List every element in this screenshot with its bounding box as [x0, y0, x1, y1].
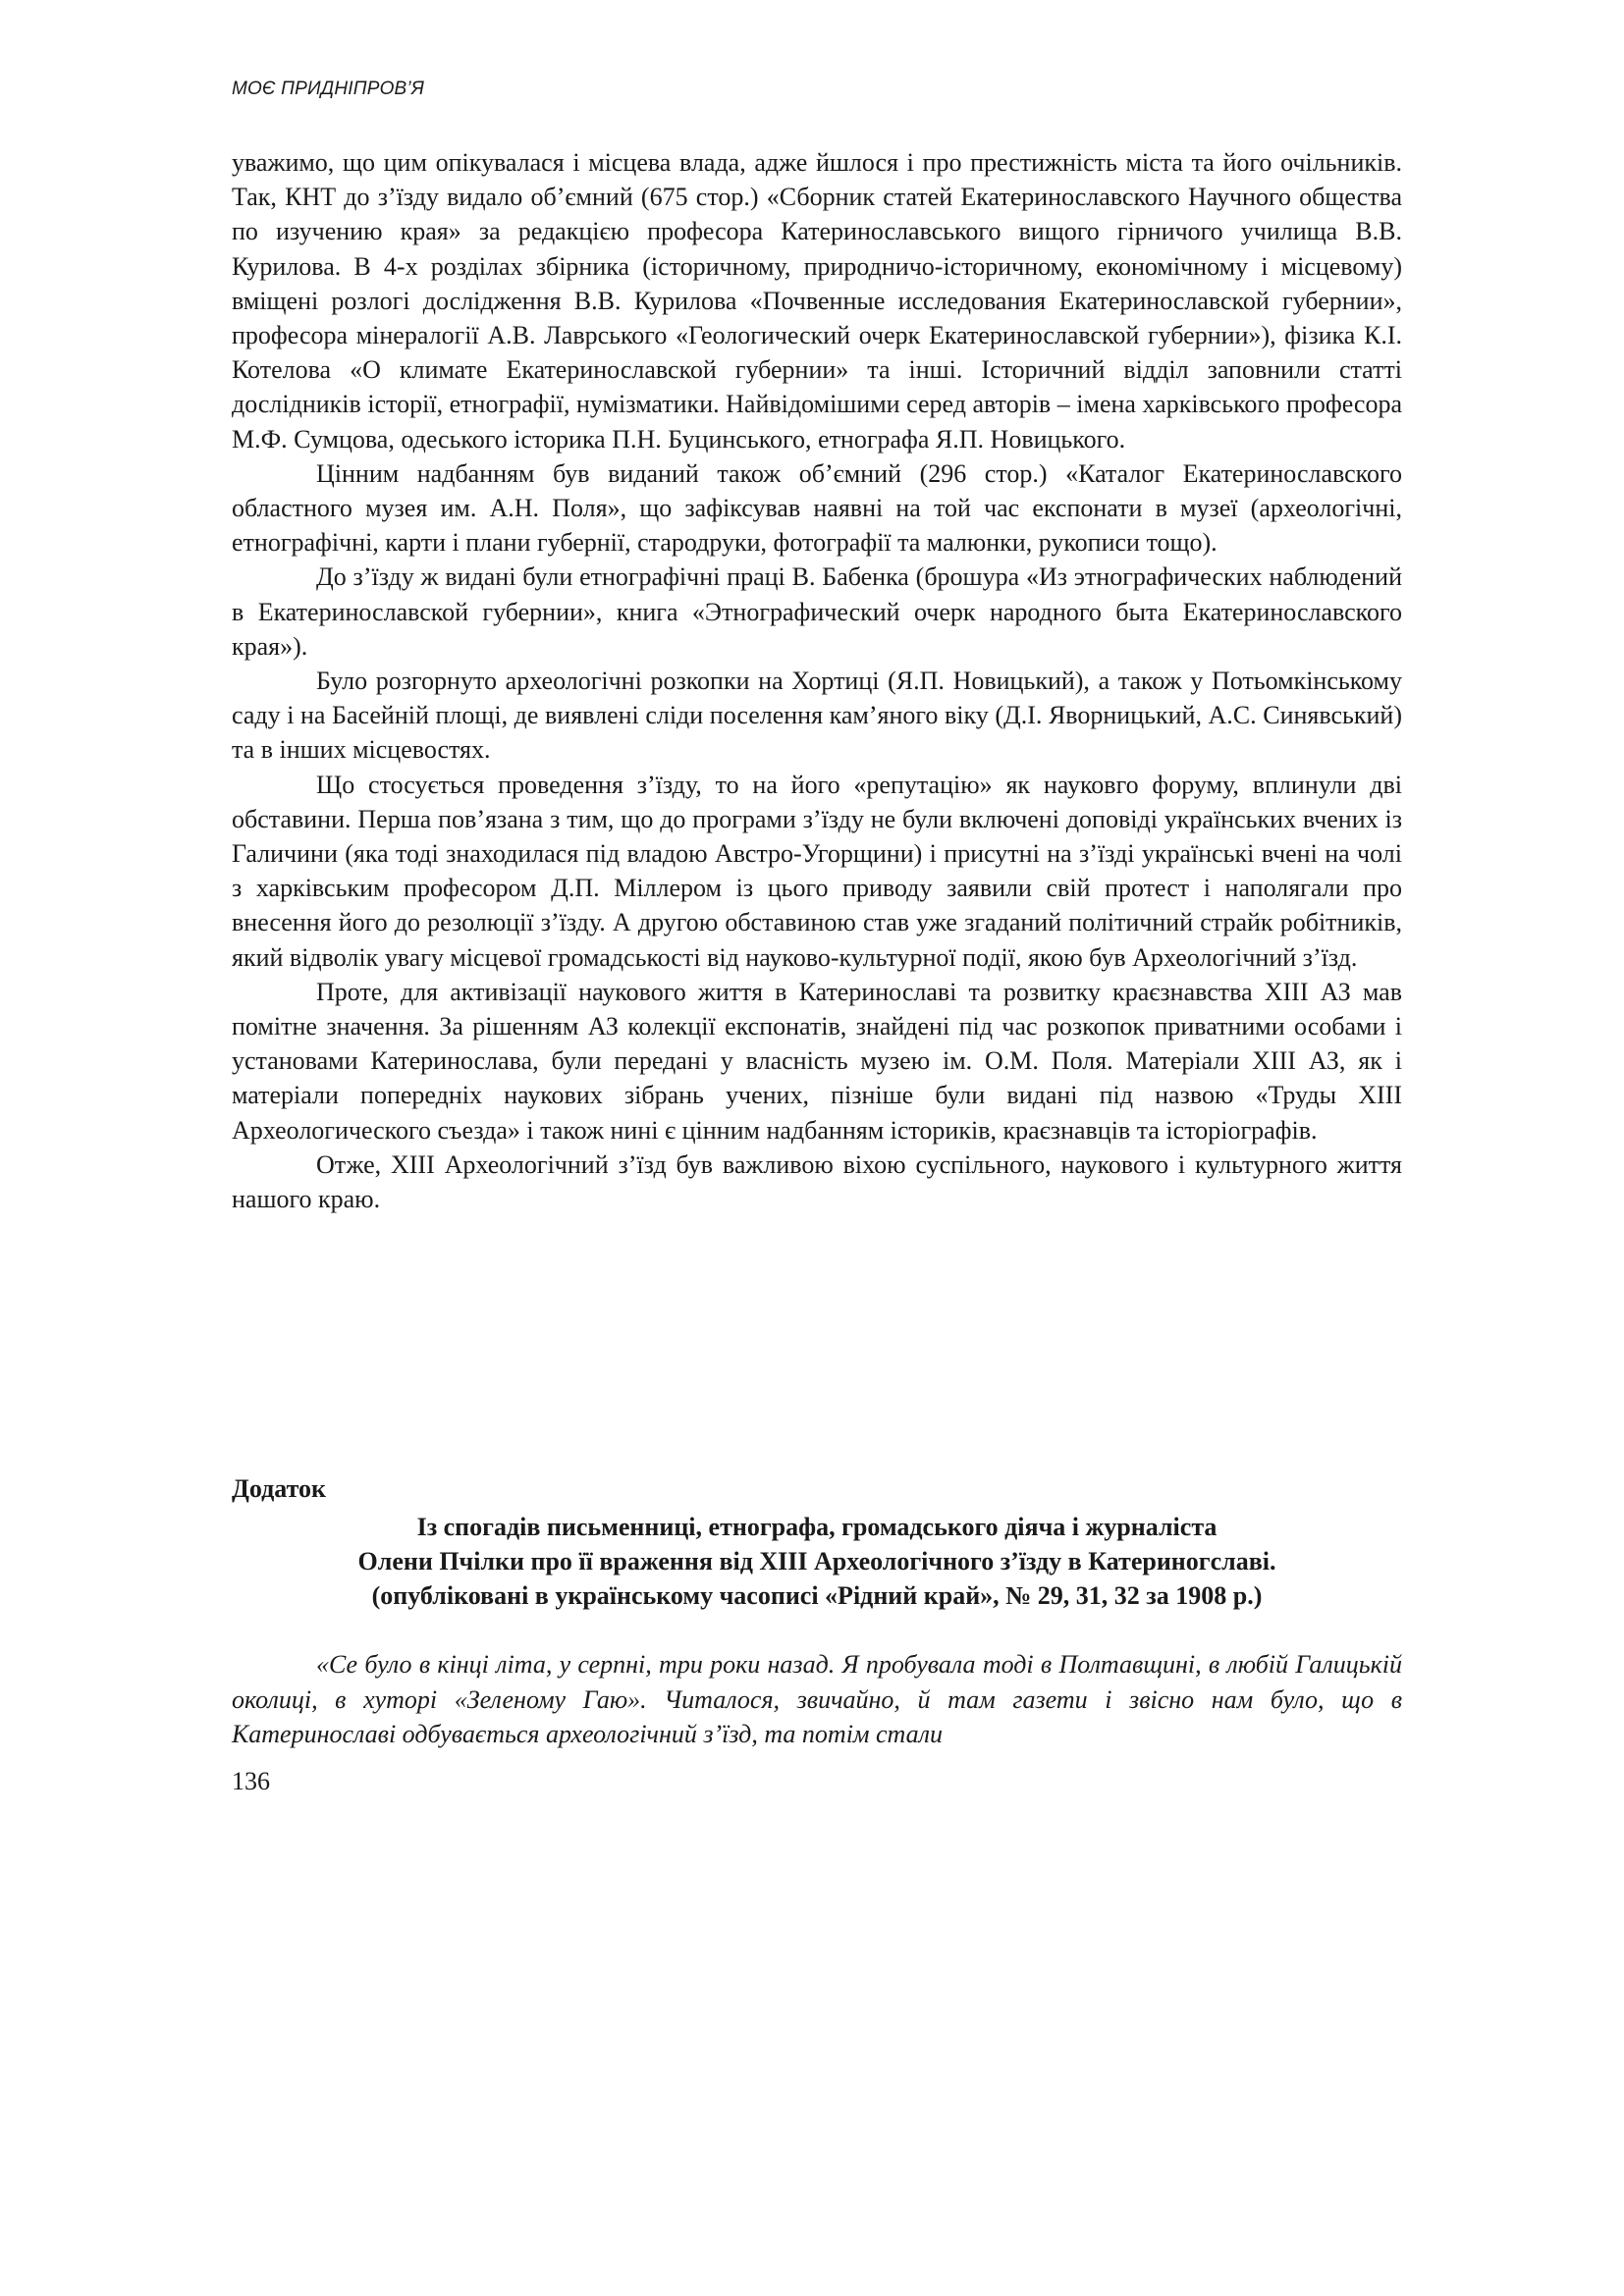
appendix-title-line: Із спогадів письменниці, етнографа, громадського діяча і журналіста: [416, 1513, 1218, 1541]
paragraph: До з’їзду ж видані були етнографічні праці В. Бабенка (брошура «Из этнографических наблюдений в Екатеринославской губернии», книга «Этнографический очерк народного быта Екатеринославского края»).: [232, 562, 1402, 661]
paragraph: Проте, для активізації наукового життя в Катеринославі та розвитку краєзнавства XIII АЗ мав помітне значення. За рішенням АЗ колекції експонатів, знайдені під час розкопок приватними особами і установами Катеринослава, були передані у власність музею ім. О.М. Поля. Матеріали XIII АЗ, як і матеріали попередніх наукових зібрань учених, пізніше були видані під назвою «Труды XIII Археологического съезда» і також нині є цінним надбанням істориків, краєзнавців та історіографів.: [232, 977, 1402, 1145]
appendix-heading: Додаток: [232, 1474, 327, 1503]
appendix-title-line: (опубліковані в українському часописі «Рідний край», № 29, 31, 32 за 1908 р.): [371, 1581, 1263, 1610]
running-header: МОЄ ПРИДНІПРОВ’Я: [232, 79, 425, 99]
appendix-quote: [232, 1647, 1402, 1752]
paragraph: Що стосується проведення з’їзду, то на його «репутацію» як науковго форуму, вплинули дві обставини. Перша пов’язана з тим, що до програми з’їзду не були включені доповіді українських вчених із Галичини (яка тоді знаходилася під владою Австро-Угорщини) і присутні на з’їзді українські вчені на чолі з харківським професором Д.П. Міллером із цього приводу заявили свій протест і наполягали про внесення його до резолюції з’їзду. А другою обставиною став уже згаданий політичний страйк робітників, який відволік увагу місцевої громадськості від науково-культурної події, якою був Археологічний з’їзд.: [232, 770, 1402, 972]
paragraph: уважимо, що цим опікувалася і місцева влада, адже йшлося і про престижність міста та його очільників. Так, КНТ до з’їзду видало об’ємний (675 стор.) «Сборник статей Екатеринославского Научного общества по изучению края» за редакцією професора Катеринославського вищого гірничого училища В.В. Курилова. В 4-х розділах збірника (історичному, природничо-історичному, економічному і місцевому) вміщені розлогі дослідження В.В. Курилова «Почвенные исследования Екатеринославской губернии», професора мінералогії А.В. Лаврського «Геологический очерк Екатеринославской губернии»), фізика К.І. Котелова «О климате Екатеринославской губернии» та інші. Історичний відділ заповнили статті дослідників історії, етнографії, нумізматики. Найвідомішими серед авторів – імена харківського професора М.Ф. Сумцова, одеського історика П.Н. Буцинського, етнографа Я.П. Новицького.: [232, 148, 1402, 454]
paragraph: Було розгорнуто археологічні розкопки на Хортиці (Я.П. Новицький), а також у Потьомкінському саду і на Басейній площі, де виявлені сліди поселення кам’яного віку (Д.І. Яворницький, А.С. Синявський) та в інших місцевостях.: [232, 667, 1402, 765]
paragraph: Отже, XIII Археологічний з’їзд був важливою віхою суспільного, наукового і культурного життя нашого краю.: [232, 1149, 1402, 1214]
appendix-title-line: Олени Пчілки про її враження від XIII Археологічного з’їзду в Катериногславі.: [357, 1547, 1276, 1575]
page-number: 136: [232, 1767, 270, 1795]
appendix-title: [232, 1510, 1402, 1613]
article-body: [232, 145, 1402, 1216]
quote-paragraph: «Се було в кінці літа, у серпні, три роки назад. Я пробувала тоді в Полтавщині, в любій Галицькій околиці, в хуторі «Зеленому Гаю». Читалося, звичайно, й там газети і звісно нам було, що в Катеринославі одбувається археологічний з’їзд, та потім стали: [232, 1650, 1402, 1748]
paragraph: Цінним надбанням був виданий також об’ємний (296 стор.) «Каталог Екатеринославского областного музея им. А.Н. Поля», що зафіксував наявні на той час експонати в музеї (археологічні, етнографічні, карти і плани губернії, стародруки, фотографії та малюнки, рукописи тощо).: [232, 458, 1402, 558]
